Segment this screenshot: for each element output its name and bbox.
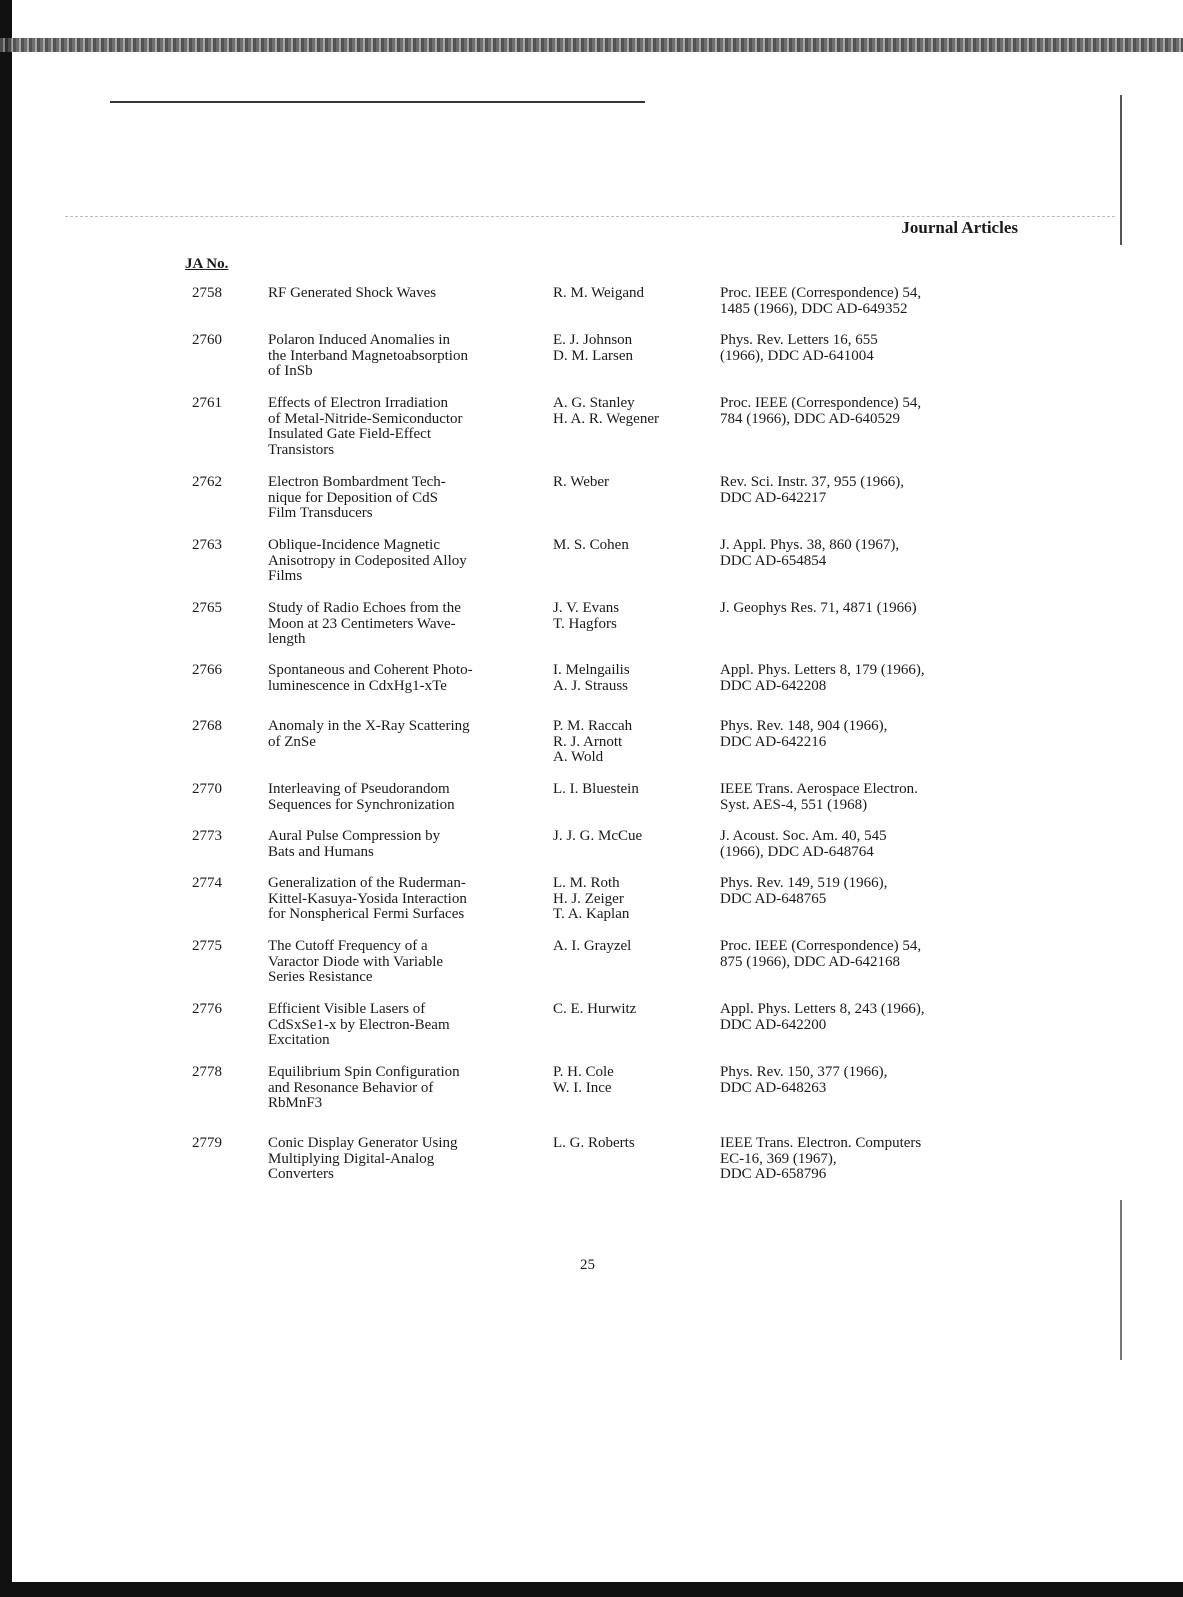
article-authors: L. G. Roberts <box>553 1135 635 1151</box>
article-authors: E. J. Johnson D. M. Larsen <box>553 332 633 364</box>
article-reference: Proc. IEEE (Correspondence) 54, 1485 (1966), DDC AD-649352 <box>720 285 922 317</box>
faint-rule <box>65 216 1115 217</box>
article-title: Spontaneous and Coherent Photo- luminescence in CdxHg1-xTe <box>268 662 473 694</box>
ja-number: 2768 <box>192 718 222 734</box>
ja-number: 2776 <box>192 1001 222 1017</box>
article-title: Efficient Visible Lasers of CdSxSe1-x by Electron-Beam Excitation <box>268 1001 450 1048</box>
article-authors: L. I. Bluestein <box>553 781 639 797</box>
ja-number: 2773 <box>192 828 222 844</box>
article-reference: J. Appl. Phys. 38, 860 (1967), DDC AD-654854 <box>720 537 900 569</box>
article-title: Equilibrium Spin Configuration and Resonance Behavior of RbMnF3 <box>268 1064 460 1111</box>
article-reference: IEEE Trans. Aerospace Electron. Syst. AES-4, 551 (1968) <box>720 781 918 813</box>
ja-number: 2758 <box>192 285 222 301</box>
article-authors: A. G. Stanley H. A. R. Wegener <box>553 395 659 427</box>
ja-number: 2766 <box>192 662 222 678</box>
article-reference: Phys. Rev. 150, 377 (1966), DDC AD-648263 <box>720 1064 888 1096</box>
article-title: RF Generated Shock Waves <box>268 285 437 301</box>
section-title: Journal Articles <box>901 218 1018 237</box>
ja-number: 2779 <box>192 1135 222 1151</box>
article-authors: J. V. Evans T. Hagfors <box>553 600 620 632</box>
article-title: Aural Pulse Compression by Bats and Humans <box>268 828 441 860</box>
article-reference: Phys. Rev. Letters 16, 655 (1966), DDC AD-641004 <box>720 332 878 364</box>
article-reference: Rev. Sci. Instr. 37, 955 (1966), DDC AD-642217 <box>720 474 905 506</box>
article-reference: Proc. IEEE (Correspondence) 54, 875 (1966), DDC AD-642168 <box>720 938 922 970</box>
article-title: Study of Radio Echoes from the Moon at 23 Centimeters Wave- length <box>268 600 461 647</box>
article-title: Anomaly in the X-Ray Scattering of ZnSe <box>268 718 470 750</box>
article-authors: M. S. Cohen <box>553 537 629 553</box>
ja-number: 2775 <box>192 938 222 954</box>
article-reference: J. Acoust. Soc. Am. 40, 545 (1966), DDC AD-648764 <box>720 828 887 860</box>
article-authors: P. M. Raccah R. J. Arnott A. Wold <box>553 718 633 765</box>
article-reference: Proc. IEEE (Correspondence) 54, 784 (1966), DDC AD-640529 <box>720 395 922 427</box>
article-reference: Phys. Rev. 148, 904 (1966), DDC AD-642216 <box>720 718 888 750</box>
article-title: Effects of Electron Irradiation of Metal-Nitride-Semiconductor Insulated Gate Field-Effect Transistors <box>268 395 463 458</box>
article-reference: J. Geophys Res. 71, 4871 (1966) <box>720 600 917 616</box>
ja-number: 2774 <box>192 875 222 891</box>
ja-number: 2765 <box>192 600 222 616</box>
ja-number: 2760 <box>192 332 222 348</box>
article-title: Conic Display Generator Using Multiplying Digital-Analog Converters <box>268 1135 458 1182</box>
article-title: Interleaving of Pseudorandom Sequences for Synchronization <box>268 781 455 813</box>
ja-number: 2763 <box>192 537 222 553</box>
article-authors: A. I. Grayzel <box>553 938 632 954</box>
article-reference: Phys. Rev. 149, 519 (1966), DDC AD-648765 <box>720 875 888 907</box>
ja-number: 2778 <box>192 1064 222 1080</box>
article-title: Polaron Induced Anomalies in the Interband Magnetoabsorption of InSb <box>268 332 468 379</box>
scan-edge-left <box>0 0 12 1597</box>
ja-number: 2762 <box>192 474 222 490</box>
article-authors: P. H. Cole W. I. Ince <box>553 1064 614 1096</box>
scan-edge-right-lower <box>1120 1200 1122 1360</box>
article-title: Generalization of the Ruderman- Kittel-Kasuya-Yosida Interaction for Nonspherical Fermi Surfaces <box>268 875 467 922</box>
column-header: JA No. <box>185 256 229 272</box>
article-authors: R. M. Weigand <box>553 285 645 301</box>
article-authors: I. Melngailis A. J. Strauss <box>553 662 630 694</box>
article-authors: L. M. Roth H. J. Zeiger T. A. Kaplan <box>553 875 630 922</box>
article-reference: Appl. Phys. Letters 8, 243 (1966), DDC AD-642200 <box>720 1001 925 1033</box>
scan-edge-bottom <box>0 1582 1183 1597</box>
article-authors: R. Weber <box>553 474 610 490</box>
article-authors: J. J. G. McCue <box>553 828 643 844</box>
article-title: Electron Bombardment Tech- nique for Deposition of CdS Film Transducers <box>268 474 446 521</box>
page-number: 25 <box>580 1257 595 1273</box>
ja-number: 2770 <box>192 781 222 797</box>
article-reference: Appl. Phys. Letters 8, 179 (1966), DDC AD-642208 <box>720 662 925 694</box>
ja-number: 2761 <box>192 395 222 411</box>
article-reference: IEEE Trans. Electron. Computers EC-16, 369 (1967), DDC AD-658796 <box>720 1135 922 1182</box>
article-title: Oblique-Incidence Magnetic Anisotropy in Codeposited Alloy Films <box>268 537 467 584</box>
article-title: The Cutoff Frequency of a Varactor Diode with Variable Series Resistance <box>268 938 444 985</box>
scan-edge-top <box>0 38 1183 52</box>
scan-edge-right <box>1120 95 1122 245</box>
article-authors: C. E. Hurwitz <box>553 1001 637 1017</box>
frame-line <box>110 101 645 103</box>
